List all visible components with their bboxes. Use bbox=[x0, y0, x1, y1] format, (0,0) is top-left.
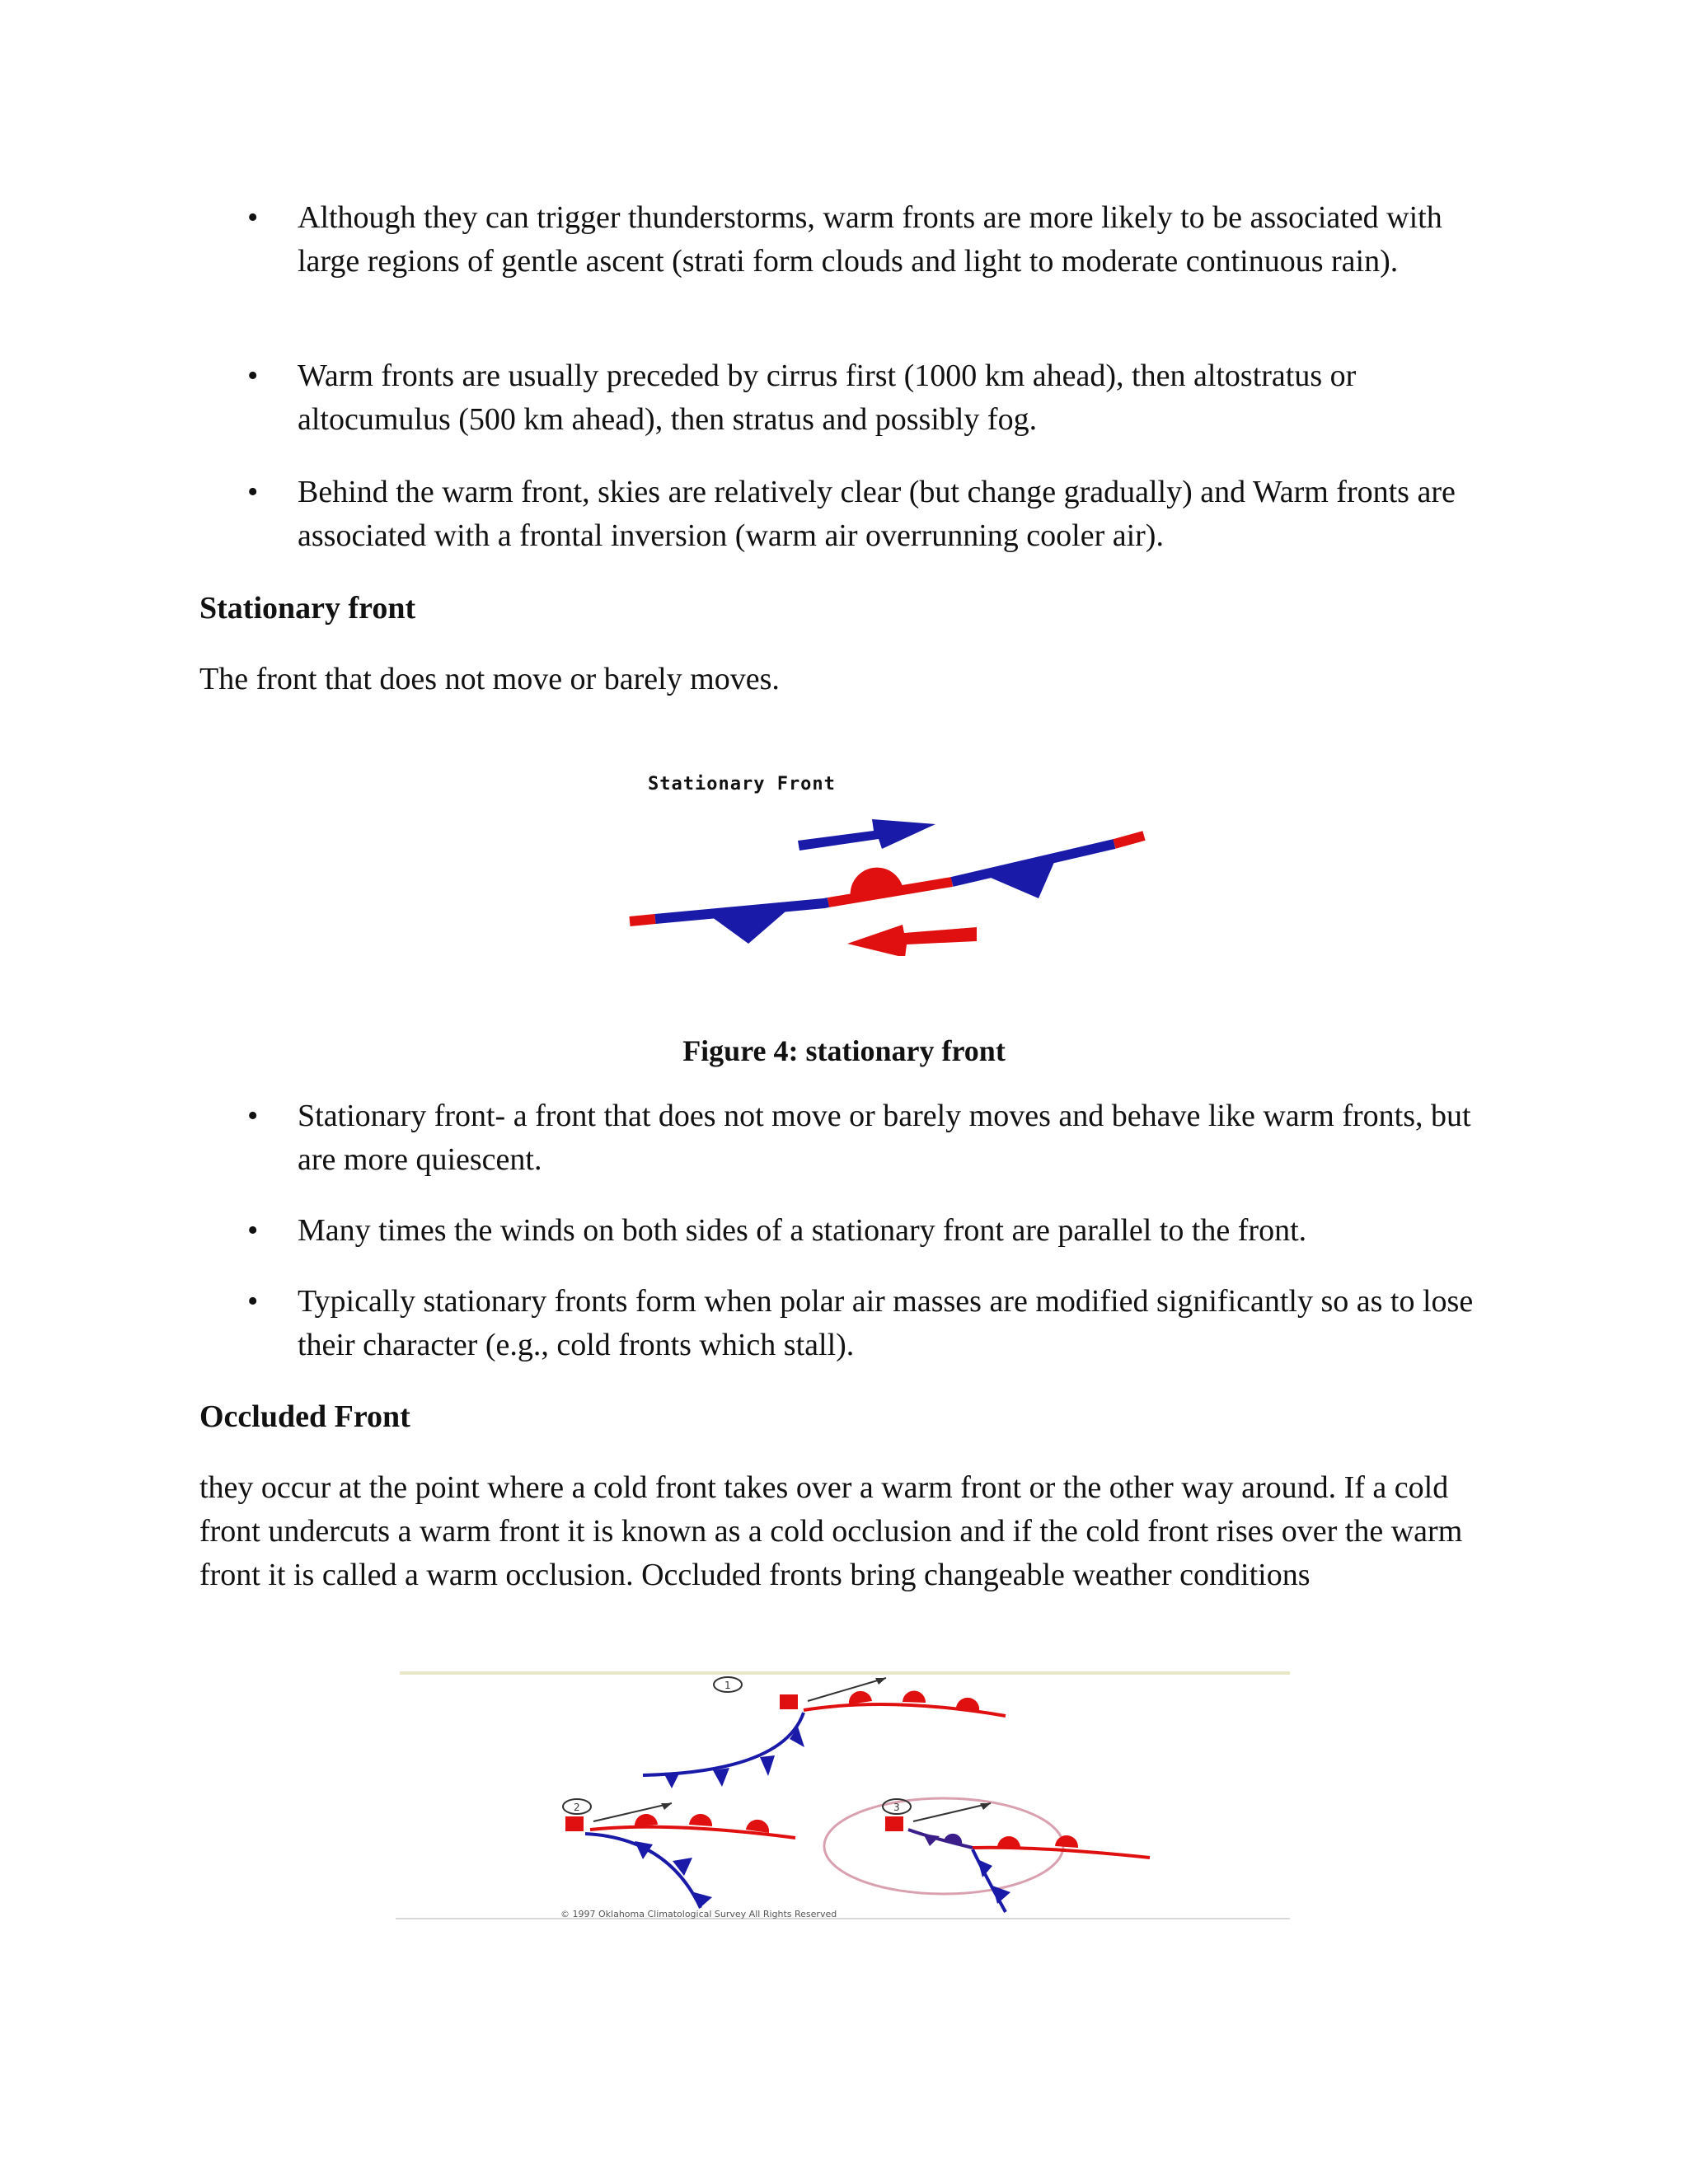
warm-front-bump bbox=[635, 1814, 658, 1826]
stage-label: 1 bbox=[724, 1680, 731, 1691]
low-pressure-symbol bbox=[565, 1816, 584, 1831]
bullet-dot: • bbox=[247, 1099, 259, 1133]
occluded-paragraph: they occur at the point where a cold front takes over a warm front or the other way around. If a cold front undercuts a warm front it is known as a cold occlusion and if the cold front rises over the warm front it is called a warm occlusion. Occluded fronts bring changeable weather conditions bbox=[199, 1470, 1463, 1592]
figure-title: Stationary Front bbox=[648, 774, 836, 794]
bullet-text: Although they can trigger thunderstorms, warm fronts are more likely to be associated with large regions of gentle ascent (strati form clouds and light to moderate continuous rain). bbox=[298, 200, 1442, 279]
warm-front-bump bbox=[903, 1690, 926, 1703]
bullet-dot: • bbox=[247, 1213, 259, 1248]
bullet-dot: • bbox=[247, 475, 259, 509]
motion-arrow bbox=[808, 1678, 886, 1701]
bullet-text: Many times the winds on both sides of a stationary front are parallel to the front. bbox=[298, 1213, 1307, 1248]
warm-front-bump bbox=[997, 1836, 1020, 1848]
front-segment-red-right bbox=[1114, 836, 1144, 844]
cold-front-triangle bbox=[790, 1727, 804, 1747]
low-pressure-symbol bbox=[780, 1694, 798, 1709]
stage-3 bbox=[824, 1798, 1150, 1912]
occlusion-circle bbox=[824, 1798, 1063, 1894]
motion-arrow-head bbox=[661, 1803, 672, 1810]
warm-air-arrow bbox=[847, 925, 977, 956]
bullet-dot: • bbox=[247, 200, 259, 235]
cold-front-line bbox=[973, 1849, 1006, 1912]
warm-front-bump bbox=[849, 1691, 872, 1704]
occluded-heading: Occluded Front bbox=[199, 1399, 410, 1434]
cold-front-triangle bbox=[713, 1768, 729, 1787]
bullet-text: Behind the warm front, skies are relatively clear (but change gradually) and Warm fronts are associated with a frontal inversion (warm air overrunning cooler air). bbox=[298, 475, 1456, 553]
bullet-text: Stationary front- a front that does not move or barely moves and behave like warm fronts, but are more quiescent. bbox=[298, 1099, 1471, 1177]
copyright-notice: © 1997 Oklahoma Climatological Survey All Rights Reserved bbox=[560, 1909, 837, 1919]
stage-label: 3 bbox=[893, 1802, 900, 1813]
motion-arrow-head bbox=[980, 1803, 991, 1810]
cold-front-triangle bbox=[760, 1755, 775, 1776]
bullet-text: Typically stationary fronts form when polar air masses are modified significantly so as to lose their character (e.g., cold fronts which stall). bbox=[298, 1284, 1474, 1362]
bullet-text: Warm fronts are usually preceded by cirrus first (1000 km ahead), then altostratus or altocumulus (500 km ahead), then stratus and possibly fog. bbox=[298, 359, 1357, 437]
stationary-front-figure bbox=[618, 758, 1162, 956]
figure-4-caption: Figure 4: stationary front bbox=[682, 1034, 1006, 1067]
front-segment-red-left bbox=[630, 919, 655, 921]
stage-label: 2 bbox=[574, 1802, 580, 1813]
stationary-heading: Stationary front bbox=[199, 591, 416, 626]
stage-1 bbox=[643, 1677, 1006, 1788]
cold-front-triangle bbox=[694, 1892, 712, 1909]
occluded-front-line bbox=[908, 1830, 973, 1848]
motion-arrow bbox=[913, 1803, 991, 1821]
stage-2 bbox=[563, 1799, 795, 1909]
warm-front-bump bbox=[1055, 1835, 1078, 1848]
cold-air-arrow bbox=[798, 819, 935, 851]
cold-front-triangle bbox=[663, 1772, 680, 1788]
bullet-dot: • bbox=[247, 1284, 259, 1319]
cold-front-line bbox=[643, 1713, 804, 1775]
occluded-front-figure bbox=[396, 1665, 1294, 1925]
stationary-intro: The front that does not move or barely moves. bbox=[199, 662, 780, 696]
bullet-dot: • bbox=[247, 359, 259, 393]
motion-arrow bbox=[593, 1803, 672, 1821]
warm-front-bump bbox=[689, 1814, 712, 1826]
low-pressure-symbol bbox=[885, 1816, 903, 1831]
